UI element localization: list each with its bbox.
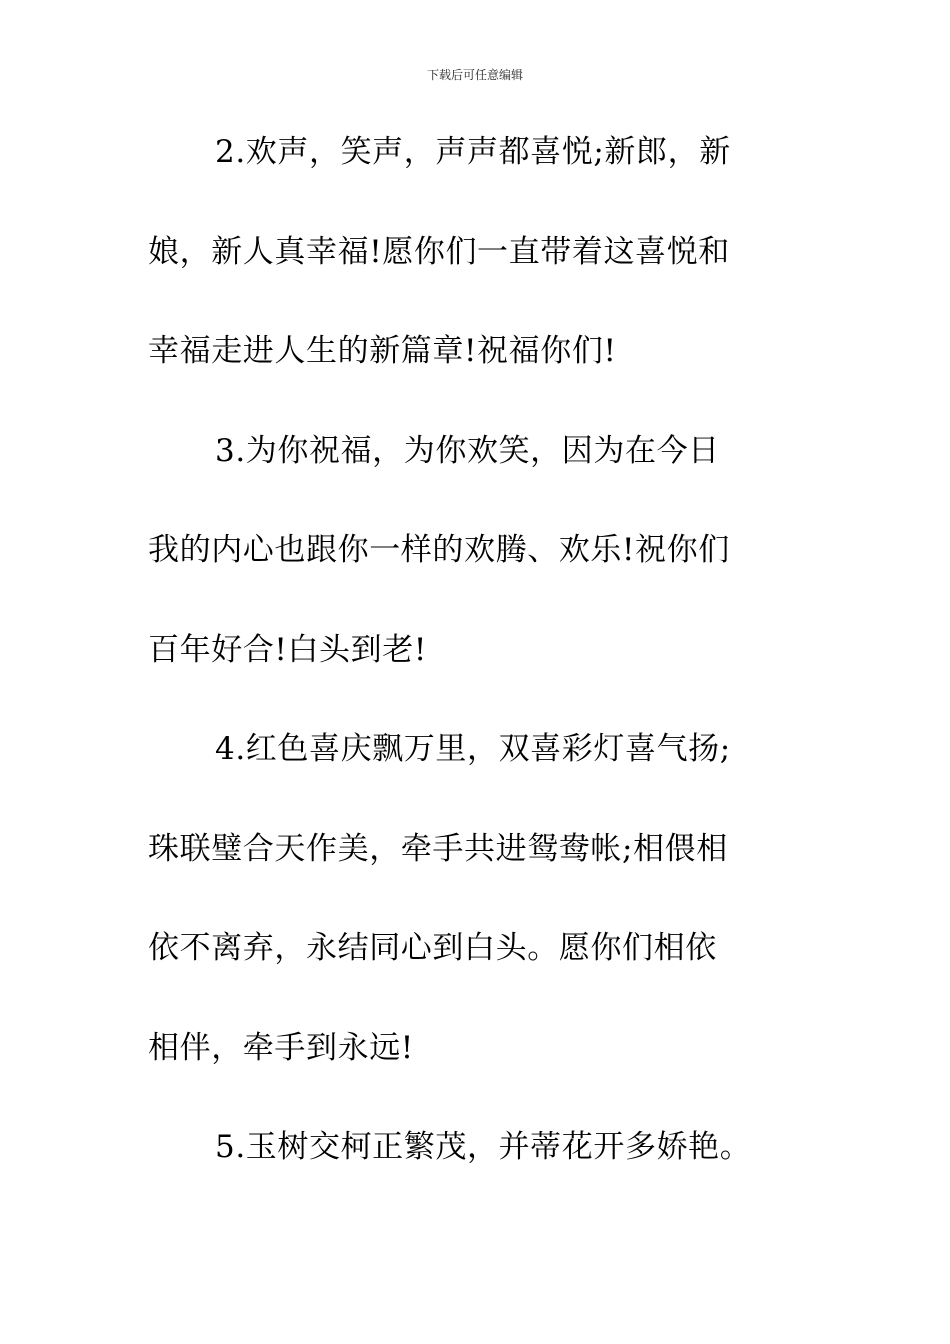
text-line: 5.玉树交柯正繁茂，并蒂花开多娇艳。 (215, 1129, 752, 1165)
text-line: 我的内心也跟你一样的欢腾、欢乐!祝你们 (148, 532, 730, 568)
paragraph (148, 719, 798, 1117)
document-body (148, 122, 798, 1217)
text-line: 3.为你祝福，为你欢笑，因为在今日 (215, 432, 720, 469)
text-line: 百年好合!白头到老! (148, 631, 427, 668)
paragraph (148, 421, 798, 720)
text-line: 2.欢声，笑声，声声都喜悦;新郎，新 (215, 134, 731, 170)
text-line: 娘，新人真幸福!愿你们一直带着这喜悦和 (148, 233, 730, 270)
page-header-note: 下载后可任意编辑 (426, 68, 523, 82)
paragraph (148, 1117, 798, 1217)
paragraph (148, 122, 798, 421)
text-line: 4.红色喜庆飘万里，双喜彩灯喜气扬; (215, 731, 731, 767)
text-line: 相伴，牵手到永远! (148, 1029, 414, 1066)
text-line: 幸福走进人生的新篇章!祝福你们! (148, 333, 617, 369)
text-line: 依不离弃，永结同心到白头。愿你们相依 (148, 930, 717, 966)
text-line: 珠联璧合天作美，牵手共进鸳鸯帐;相偎相 (148, 830, 728, 867)
